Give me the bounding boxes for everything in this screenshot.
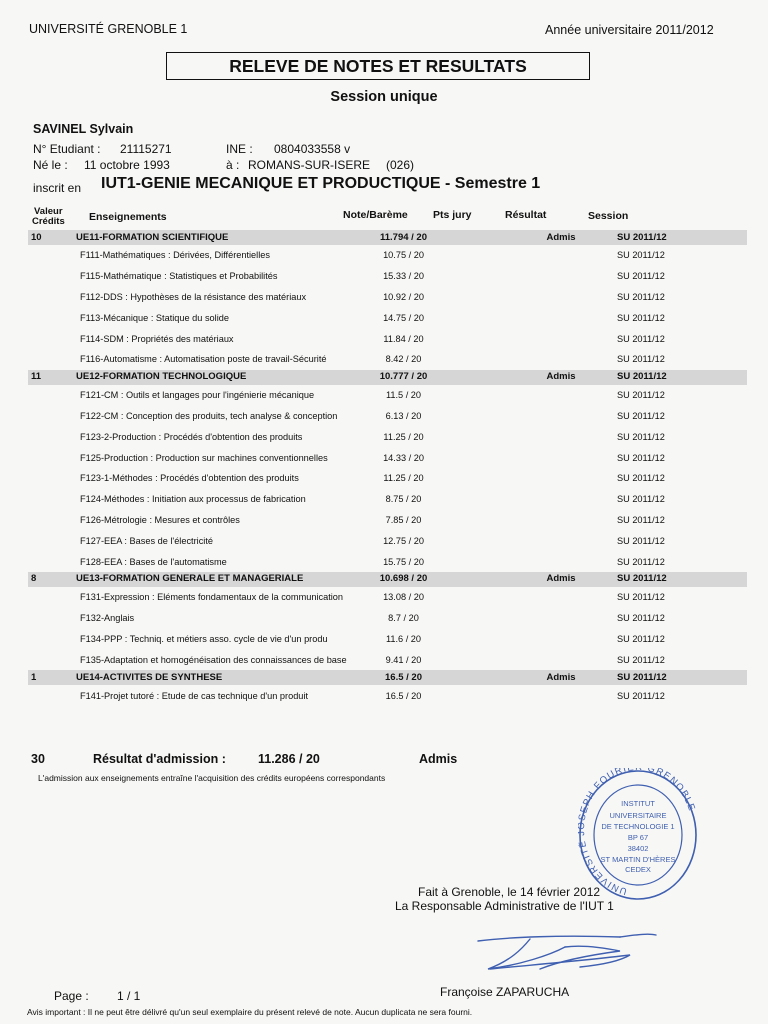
course-session: SU 2011/12 — [617, 535, 665, 546]
course-grade: 11.25 / 20 — [383, 431, 424, 442]
course-session: SU 2011/12 — [617, 473, 665, 484]
course-row — [28, 468, 747, 489]
course-session: SU 2011/12 — [617, 633, 665, 644]
course-name: F111-Mathématiques : Dérivées, Différentielles — [80, 250, 270, 261]
course-session: SU 2011/12 — [617, 654, 665, 665]
admission-result-label: Résultat d'admission : — [93, 752, 226, 766]
unit-row — [28, 370, 747, 385]
course-grade: 11.25 / 20 — [383, 473, 424, 484]
signer-name: Françoise ZAPARUCHA — [440, 985, 570, 999]
course-name: F125-Production : Production sur machines conventionnelles — [80, 452, 328, 463]
course-grade: 11.6 / 20 — [385, 633, 422, 644]
unit-jury-points — [451, 572, 511, 587]
course-jury-points — [451, 510, 511, 531]
course-row — [28, 406, 747, 427]
admission-grade: 11.286 / 20 — [258, 752, 320, 766]
course-grade: 15.33 / 20 — [383, 271, 424, 282]
course-grade: 15.75 / 20 — [383, 556, 424, 567]
handwritten-signature — [470, 925, 660, 980]
course-session: SU 2011/12 — [617, 592, 665, 603]
course-name: F123-2-Production : Procédés d'obtention des produits — [80, 431, 303, 442]
course-name: F135-Adaptation et homogénéisation des connaissances de base — [80, 654, 347, 665]
course-name: F127-EEA : Bases de l'électricité — [80, 535, 213, 546]
course-name: F128-EEA : Bases de l'automatisme — [80, 556, 227, 567]
unit-credits: 11 — [28, 370, 76, 385]
course-row — [28, 510, 747, 531]
course-grade: 7.85 / 20 — [385, 514, 422, 525]
unit-result: Admis — [511, 230, 611, 245]
stamp-ring-text: UNIVERSITÉ EPH FOURI GRENOBLE — [578, 768, 698, 897]
page-number: 1 / 1 — [117, 989, 141, 1003]
course-name: F113-Mécanique : Statique du solide — [80, 312, 229, 323]
course-credits — [28, 426, 76, 447]
course-jury-points — [451, 266, 511, 287]
course-grade: 9.41 / 20 — [385, 654, 422, 665]
place-and-date: Fait à Grenoble, le 14 février 2012 — [418, 885, 601, 899]
course-grade: 14.75 / 20 — [383, 312, 424, 323]
course-grade: 8.7 / 20 — [388, 613, 419, 624]
unit-session: SU 2011/12 — [611, 572, 747, 587]
course-row — [28, 426, 747, 447]
course-session: SU 2011/12 — [617, 410, 665, 421]
course-credits — [28, 551, 76, 572]
course-jury-points — [451, 629, 511, 650]
course-session: SU 2011/12 — [617, 514, 665, 525]
course-row — [28, 385, 747, 406]
header-session: Session — [588, 210, 629, 222]
course-row — [28, 349, 747, 370]
unit-result: Admis — [511, 370, 611, 385]
unit-grade: 10.698 / 20 — [356, 572, 451, 587]
course-jury-points — [451, 245, 511, 266]
course-credits — [28, 447, 76, 468]
course-result — [511, 406, 611, 427]
birth-department: (026) — [386, 158, 415, 172]
session-title: Session unique — [330, 89, 438, 105]
official-stamp — [578, 768, 698, 903]
course-result — [511, 266, 611, 287]
course-grade: 16.5 / 20 — [385, 690, 422, 701]
course-row — [28, 530, 747, 551]
course-session: SU 2011/12 — [617, 312, 665, 323]
course-grade: 11.5 / 20 — [385, 390, 422, 401]
course-jury-points — [451, 287, 511, 308]
course-result — [511, 287, 611, 308]
course-grade: 11.84 / 20 — [383, 333, 424, 344]
unit-result: Admis — [511, 670, 611, 685]
unit-session: SU 2011/12 — [611, 670, 747, 685]
course-result — [511, 245, 611, 266]
stamp-line: INSTITUT — [621, 799, 655, 808]
course-result — [511, 551, 611, 572]
student-number-label: N° Etudiant : — [33, 142, 101, 156]
ine-label: INE : — [226, 142, 253, 156]
course-jury-points — [451, 489, 511, 510]
course-result — [511, 530, 611, 551]
stamp-icon — [578, 768, 698, 903]
course-row — [28, 307, 747, 328]
course-jury-points — [451, 349, 511, 370]
course-name: F126-Métrologie : Mesures et contrôles — [80, 514, 240, 525]
course-result — [511, 587, 611, 608]
course-session: SU 2011/12 — [617, 291, 665, 302]
program-name: IUT1-GENIE MECANIQUE ET PRODUCTIQUE - Semestre 1 — [101, 175, 541, 192]
course-name: F132-Anglais — [80, 613, 135, 624]
course-result — [511, 349, 611, 370]
course-jury-points — [451, 685, 511, 706]
birth-date: 11 octobre 1993 — [84, 158, 170, 172]
unit-name: UE11-FORMATION SCIENTIFIQUE — [76, 230, 356, 245]
header-result: Résultat — [505, 209, 547, 221]
signature-icon — [470, 925, 660, 980]
course-credits — [28, 328, 76, 349]
signatory-role: La Responsable Administrative de l'IUT 1 — [395, 899, 614, 913]
unit-result: Admis — [511, 572, 611, 587]
course-jury-points — [451, 307, 511, 328]
enrolled-label: inscrit en — [33, 181, 82, 195]
course-row — [28, 489, 747, 510]
course-result — [511, 328, 611, 349]
header-grade: Note/Barème — [343, 209, 408, 221]
academic-year: Année universitaire 2011/2012 — [545, 23, 714, 37]
course-name: F115-Mathématique : Statistiques et Probabilités — [80, 271, 278, 282]
student-number: 21115271 — [120, 142, 172, 156]
course-row — [28, 287, 747, 308]
course-session: SU 2011/12 — [617, 452, 665, 463]
student-name: SAVINEL Sylvain — [33, 122, 134, 136]
course-grade: 8.42 / 20 — [385, 354, 422, 365]
unit-name: UE13-FORMATION GENERALE ET MANAGERIALE — [76, 572, 356, 587]
course-row — [28, 649, 747, 670]
course-name: F124-Méthodes : Initiation aux processus de fabrication — [80, 494, 306, 505]
course-name: F114-SDM : Propriétés des matériaux — [80, 333, 234, 344]
document-title: RELEVE DE NOTES ET RESULTATS — [166, 52, 590, 80]
university-name: UNIVERSITÉ GRENOBLE 1 — [29, 22, 188, 36]
stamp-line: DE TECHNOLOGIE 1 — [601, 822, 675, 831]
course-grade: 14.33 / 20 — [383, 452, 424, 463]
course-grade: 10.75 / 20 — [383, 250, 424, 261]
header-courses: Enseignements — [89, 211, 167, 223]
course-result — [511, 489, 611, 510]
course-credits — [28, 287, 76, 308]
unit-name: UE12-FORMATION TECHNOLOGIQUE — [76, 370, 356, 385]
course-row — [28, 629, 747, 650]
course-grade: 6.13 / 20 — [385, 410, 422, 421]
course-name: F123-1-Méthodes : Procédés d'obtention des produits — [80, 473, 299, 484]
course-result — [511, 510, 611, 531]
course-credits — [28, 406, 76, 427]
course-result — [511, 649, 611, 670]
course-credits — [28, 587, 76, 608]
course-credits — [28, 468, 76, 489]
course-result — [511, 426, 611, 447]
course-credits — [28, 307, 76, 328]
course-row — [28, 447, 747, 468]
course-name: F141-Projet tutoré : Etude de cas technique d'un produit — [80, 690, 309, 701]
course-row — [28, 685, 747, 706]
course-row — [28, 587, 747, 608]
course-jury-points — [451, 385, 511, 406]
course-credits — [28, 629, 76, 650]
course-credits — [28, 385, 76, 406]
course-credits — [28, 685, 76, 706]
course-jury-points — [451, 426, 511, 447]
header-credits-line1: Valeur — [34, 206, 63, 217]
course-name: F122-CM : Conception des produits, tech analyse & conception — [80, 410, 338, 421]
stamp-line: BP 67 — [627, 833, 649, 842]
course-session: SU 2011/12 — [617, 333, 665, 344]
course-row — [28, 245, 747, 266]
unit-jury-points — [451, 670, 511, 685]
course-result — [511, 608, 611, 629]
unit-jury-points — [451, 370, 511, 385]
header-jury-points: Pts jury — [433, 209, 472, 221]
birth-place-label: à : — [226, 158, 240, 172]
course-credits — [28, 530, 76, 551]
course-result — [511, 307, 611, 328]
course-session: SU 2011/12 — [617, 690, 665, 701]
course-session: SU 2011/12 — [617, 390, 665, 401]
course-grade: 12.75 / 20 — [383, 535, 424, 546]
unit-grade: 16.5 / 20 — [356, 670, 451, 685]
course-session: SU 2011/12 — [617, 494, 665, 505]
birth-place: ROMANS-SUR-ISERE — [248, 158, 371, 172]
course-name: F121-CM : Outils et langages pour l'ingénierie mécanique — [80, 390, 315, 401]
course-row — [28, 551, 747, 572]
course-result — [511, 685, 611, 706]
course-row — [28, 328, 747, 349]
course-session: SU 2011/12 — [617, 556, 665, 567]
stamp-line: ST MARTIN D'HÈRES — [600, 855, 676, 864]
course-jury-points — [451, 447, 511, 468]
course-jury-points — [451, 468, 511, 489]
course-name: F131-Expression : Eléments fondamentaux de la communication — [80, 592, 344, 603]
course-name: F116-Automatisme : Automatisation poste de travail-Sécurité — [80, 354, 327, 365]
course-credits — [28, 489, 76, 510]
course-session: SU 2011/12 — [617, 250, 665, 261]
grades-table — [28, 230, 747, 706]
unit-credits: 1 — [28, 670, 76, 685]
unit-credits: 10 — [28, 230, 76, 245]
course-credits — [28, 349, 76, 370]
course-grade: 10.92 / 20 — [383, 291, 424, 302]
course-jury-points — [451, 406, 511, 427]
course-result — [511, 629, 611, 650]
unit-session: SU 2011/12 — [611, 370, 747, 385]
admission-decision: Admis — [419, 752, 458, 766]
unit-grade: 11.794 / 20 — [356, 230, 451, 245]
course-grade: 8.75 / 20 — [385, 494, 422, 505]
course-credits — [28, 510, 76, 531]
course-jury-points — [451, 587, 511, 608]
course-row — [28, 266, 747, 287]
course-session: SU 2011/12 — [617, 271, 665, 282]
unit-row — [28, 230, 747, 245]
course-result — [511, 385, 611, 406]
course-jury-points — [451, 530, 511, 551]
page-label: Page : — [54, 989, 89, 1003]
course-session: SU 2011/12 — [617, 613, 665, 624]
unit-row — [28, 572, 747, 587]
important-notice: Avis important : Il ne peut être délivré qu'un seul exemplaire du présent relevé de note. Aucun duplicata ne sera fourni. — [27, 1007, 473, 1017]
credit-note: L'admission aux enseignements entraîne l'acquisition des crédits européens correspondants — [38, 773, 386, 783]
total-credits: 30 — [31, 752, 45, 766]
unit-credits: 8 — [28, 572, 76, 587]
course-credits — [28, 266, 76, 287]
course-credits — [28, 245, 76, 266]
unit-name: UE14-ACTIVITES DE SYNTHESE — [76, 670, 356, 685]
course-grade: 13.08 / 20 — [383, 592, 424, 603]
course-name: F112-DDS : Hypothèses de la résistance des matériaux — [80, 291, 307, 302]
course-session: SU 2011/12 — [617, 354, 665, 365]
course-result — [511, 468, 611, 489]
header-credits-line2: Crédits — [32, 216, 65, 227]
course-credits — [28, 608, 76, 629]
course-jury-points — [451, 608, 511, 629]
birth-date-label: Né le : — [33, 158, 68, 172]
course-jury-points — [451, 551, 511, 572]
course-result — [511, 447, 611, 468]
course-row — [28, 608, 747, 629]
stamp-line: CEDEX — [625, 865, 651, 874]
unit-grade: 10.777 / 20 — [356, 370, 451, 385]
course-session: SU 2011/12 — [617, 431, 665, 442]
ine-value: 0804033558 v — [274, 142, 351, 156]
course-jury-points — [451, 649, 511, 670]
course-name: F134-PPP : Techniq. et métiers asso. cycle de vie d'un produ — [80, 633, 328, 644]
course-jury-points — [451, 328, 511, 349]
unit-row — [28, 670, 747, 685]
course-credits — [28, 649, 76, 670]
unit-jury-points — [451, 230, 511, 245]
unit-session: SU 2011/12 — [611, 230, 747, 245]
stamp-line: UNIVERSITAIRE — [609, 811, 667, 820]
stamp-line: 38402 — [627, 844, 649, 853]
